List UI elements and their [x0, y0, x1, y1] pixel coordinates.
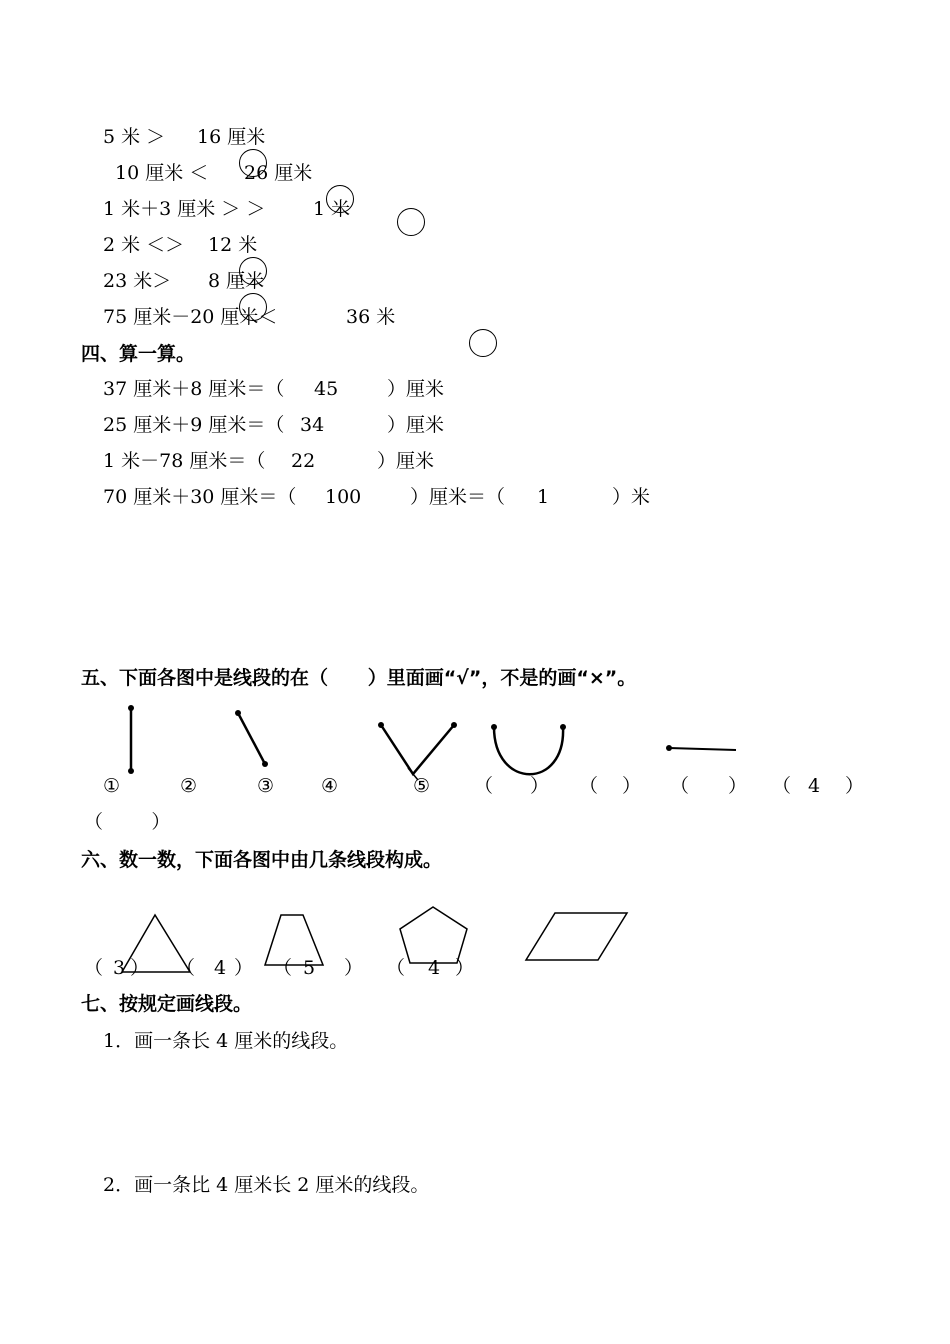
- calc-row-4-right-2: ）米: [612, 486, 651, 508]
- compare-row-3-right: 1 米: [313, 198, 351, 220]
- section-7-title: 七、按规定画线段。: [81, 993, 253, 1015]
- paren-open-4: （: [772, 775, 792, 797]
- compare-row-5-left: 23 米＞: [103, 270, 172, 292]
- paren-close-2: ）: [622, 775, 642, 797]
- paren-open-2: （: [579, 775, 599, 797]
- count-1-answer[interactable]: 3: [113, 957, 126, 979]
- calc-row-4-left: 70 厘米＋30 厘米＝（: [103, 486, 297, 508]
- compare-row-4-left: 2 米 ＜＞: [103, 234, 185, 256]
- calc-row-4-right: ）厘米＝（: [410, 486, 506, 508]
- paren-answer-4[interactable]: 4: [808, 775, 821, 797]
- paren-close-4: ）: [845, 775, 865, 797]
- compare-row-2-right: 26 厘米: [244, 162, 313, 184]
- paren-close-1: ）: [530, 775, 550, 797]
- calc-row-1-right: ）厘米: [387, 378, 445, 400]
- calc-row-1-answer[interactable]: 45: [314, 378, 339, 400]
- calc-row-1-left: 37 厘米＋8 厘米＝（: [103, 378, 285, 400]
- count-4-answer[interactable]: 4: [428, 957, 441, 979]
- calc-row-4-answer[interactable]: 100: [325, 486, 362, 508]
- draw-task-2: 2．画一条比 4 厘米长 2 厘米的线段。: [103, 1174, 430, 1196]
- parallelogram-figure: [526, 913, 627, 960]
- count-1-close: ）: [130, 957, 150, 979]
- compare-row-3-left: 1 米＋3 厘米 ＞ ＞: [103, 198, 266, 220]
- count-4-close: ）: [455, 957, 475, 979]
- calc-row-2-right: ）厘米: [387, 414, 445, 436]
- paren-open-3: （: [670, 775, 690, 797]
- figure-label-5: ⑤: [413, 775, 431, 797]
- calc-row-3-right: ）厘米: [377, 450, 435, 472]
- calc-row-3-answer[interactable]: 22: [291, 450, 316, 472]
- draw-task-1: 1．画一条长 4 厘米的线段。: [103, 1030, 349, 1052]
- pentagon-figure: [400, 907, 467, 963]
- figure-label-4: ④: [321, 775, 339, 797]
- count-3-answer[interactable]: 5: [303, 957, 316, 979]
- count-2-open: （: [176, 957, 196, 979]
- ray-figure: [666, 745, 736, 751]
- paren-close-3: ）: [728, 775, 748, 797]
- calc-row-2-left: 25 厘米＋9 厘米＝（: [103, 414, 285, 436]
- compare-row-2-left: 10 厘米 ＜: [115, 162, 209, 184]
- figure-label-1: ①: [103, 775, 121, 797]
- compare-row-6-right: 36 米: [346, 306, 396, 328]
- section-4-title: 四、算一算。: [81, 343, 196, 365]
- figure-label-3: ③: [257, 775, 275, 797]
- count-3-close: ）: [344, 957, 364, 979]
- compare-row-1-right: 16 厘米: [197, 126, 266, 148]
- section-5-title: 五、下面各图中是线段的在（ ）里面画“√”，不是的画“×”。: [81, 667, 637, 689]
- angle-figure: [378, 722, 457, 780]
- slanted-segment-figure: [235, 710, 268, 767]
- count-2-close: ）: [234, 957, 254, 979]
- calc-row-4-answer-2[interactable]: 1: [537, 486, 550, 508]
- count-1-open: （: [84, 957, 104, 979]
- paren-last[interactable]: （ ）: [84, 811, 171, 833]
- curve-figure: [491, 724, 566, 774]
- calc-row-2-answer[interactable]: 34: [300, 414, 325, 436]
- compare-row-5-right: 8 厘米: [208, 270, 265, 292]
- compare-row-4-right: 12 米: [208, 234, 258, 256]
- compare-row-1-left: 5 米 ＞: [103, 126, 166, 148]
- vertical-segment-figure: [128, 705, 134, 774]
- count-4-open: （: [386, 957, 406, 979]
- count-2-answer[interactable]: 4: [214, 957, 227, 979]
- section-6-title: 六、数一数，下面各图中由几条线段构成。: [81, 849, 443, 871]
- compare-row-6-left: 75 厘米－20 厘米＜: [103, 306, 278, 328]
- figure-label-2: ②: [180, 775, 198, 797]
- count-3-open: （: [273, 957, 293, 979]
- paren-open-1: （: [474, 775, 494, 797]
- calc-row-3-left: 1 米－78 厘米＝（: [103, 450, 266, 472]
